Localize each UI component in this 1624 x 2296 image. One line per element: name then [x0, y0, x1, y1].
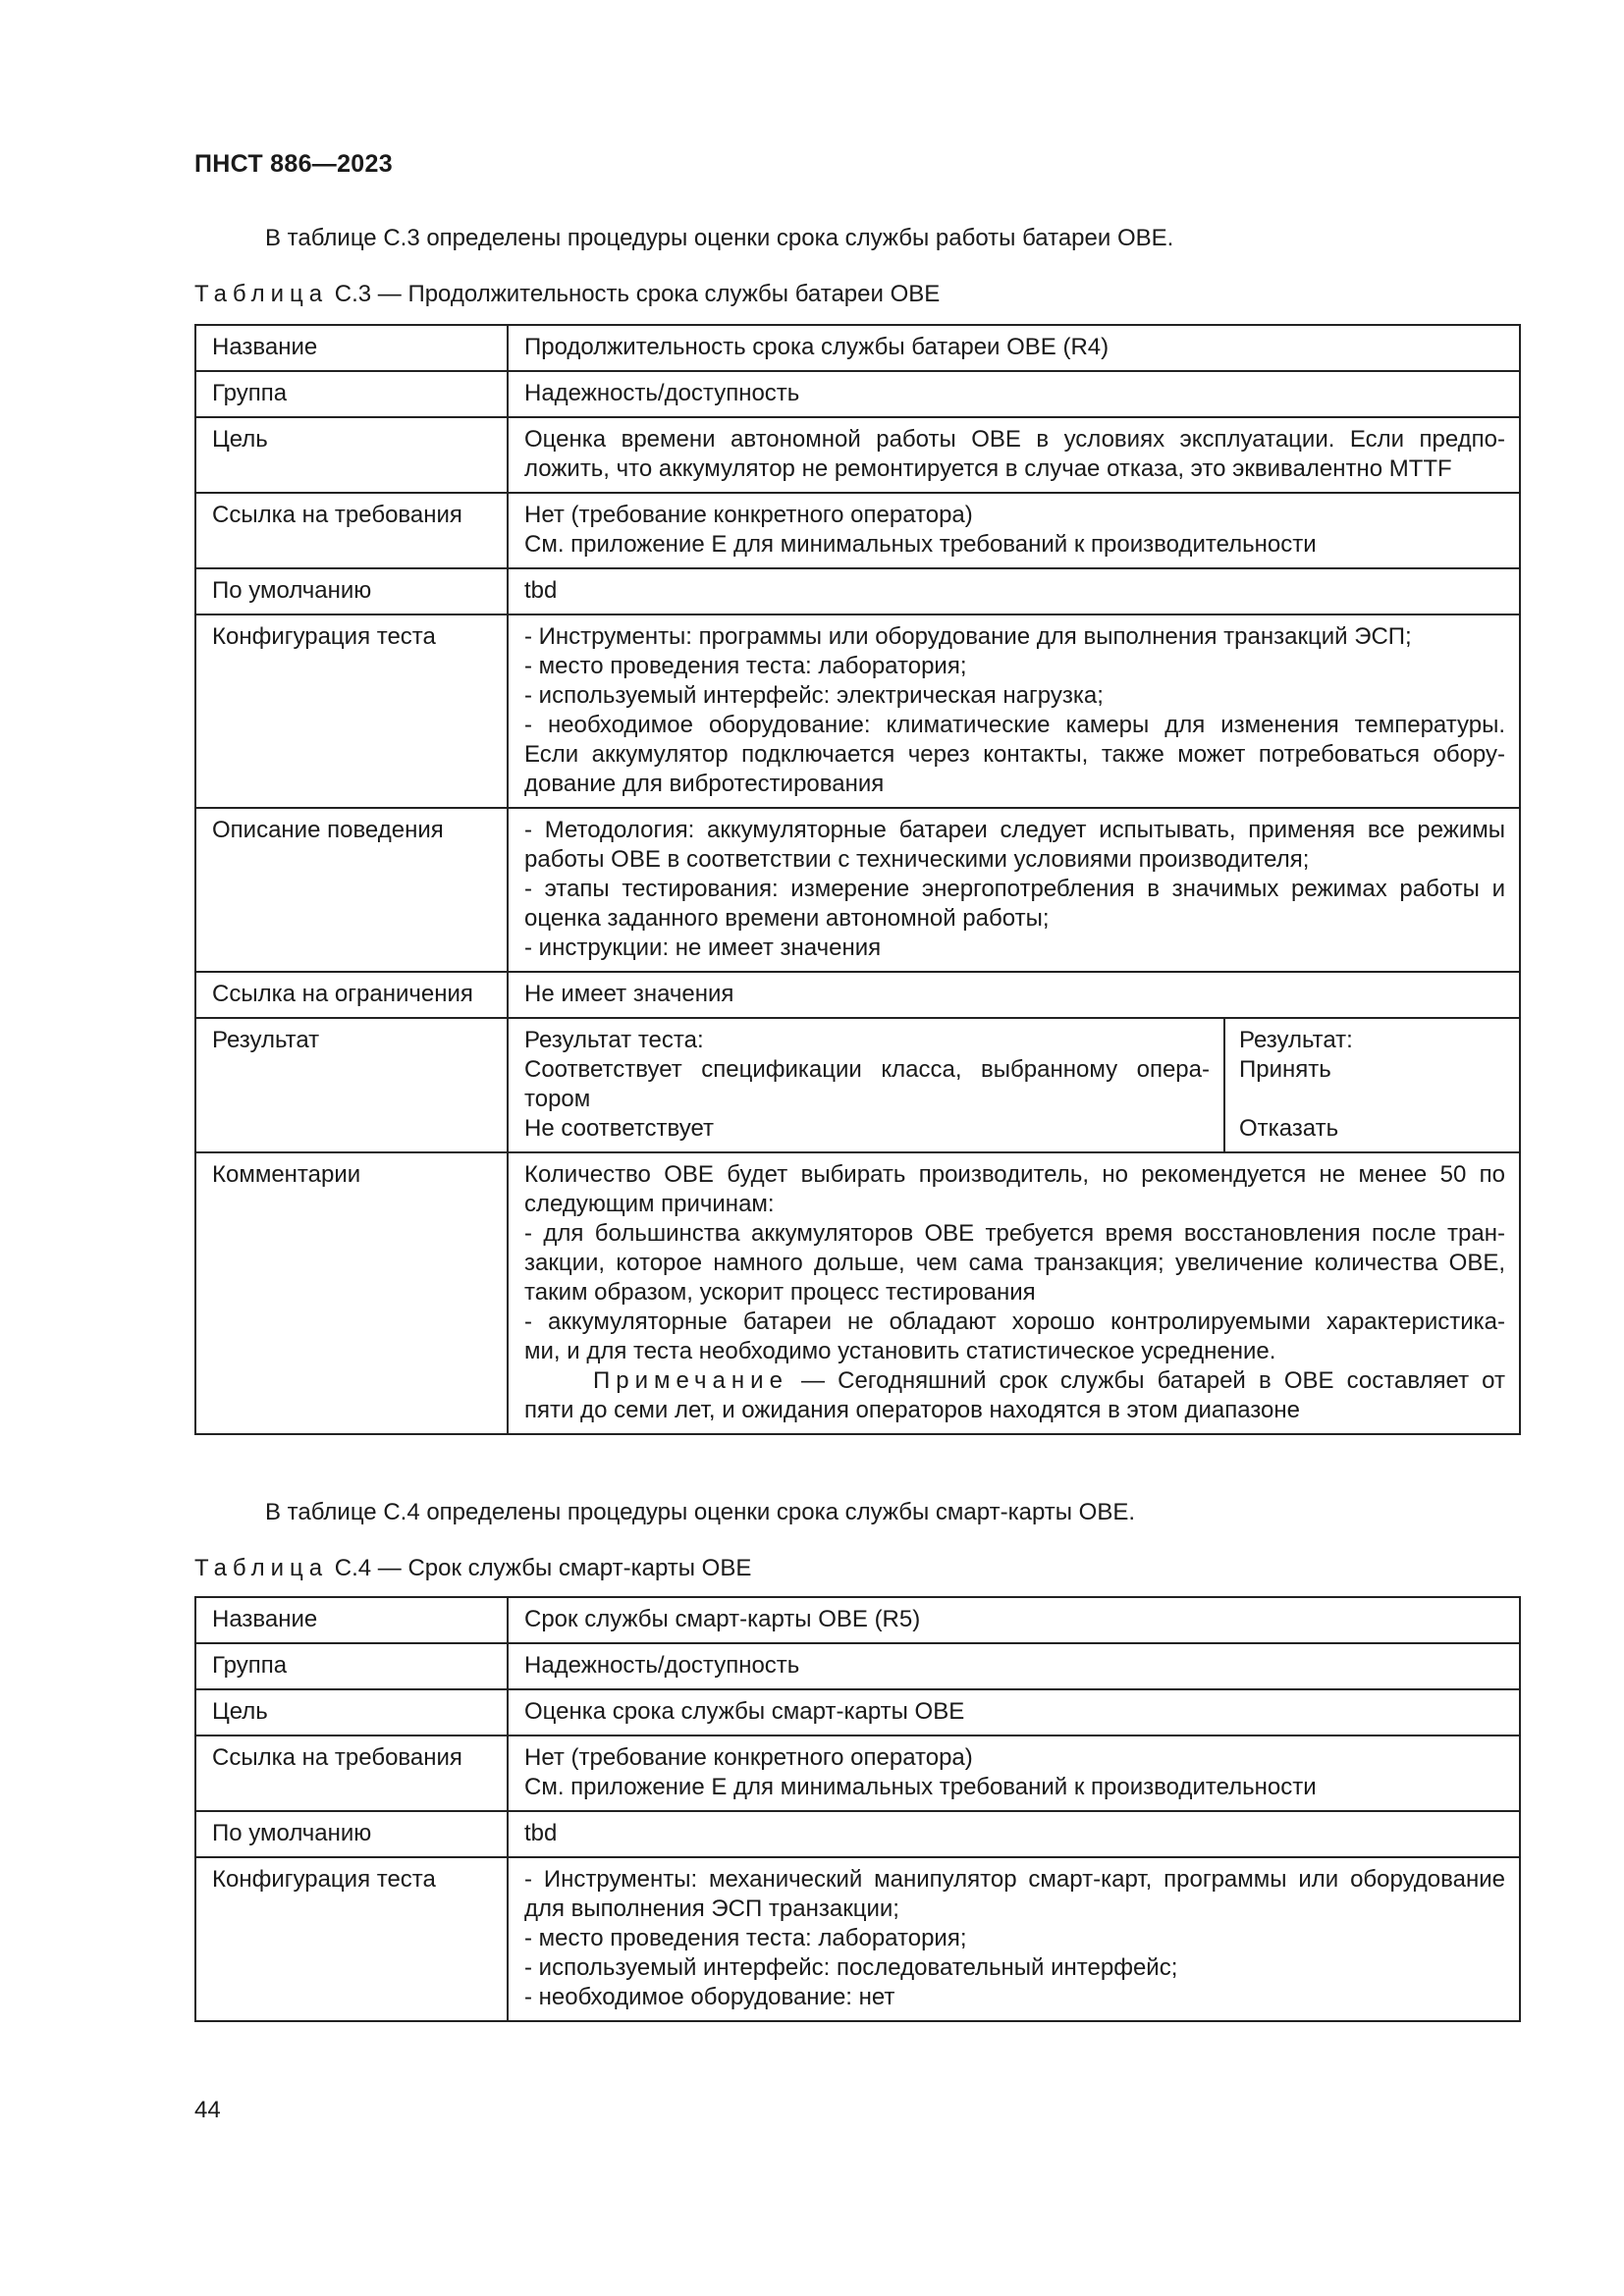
text-line: - Инструменты: механический манипулятор смарт-карт, программы или оборудование: [524, 1866, 1505, 1893]
text-line: - место проведения теста: лаборатория;: [524, 653, 967, 679]
table-row: [195, 1597, 1520, 1643]
row-label: Результат: [195, 1018, 508, 1152]
text-line: тором: [524, 1086, 591, 1112]
row-label: По умолчанию: [195, 568, 508, 614]
text-line: Количество OBE будет выбирать производитель, но рекомендуется не менее 50 по: [524, 1161, 1505, 1188]
row-value: [508, 1152, 1520, 1434]
text-line: работы OBE в соответствии с техническими условиями производителя;: [524, 846, 1310, 873]
text-line: пяти до семи лет, и ожидания операторов находятся в этом диапазоне: [524, 1397, 1300, 1423]
document-id: ПНСТ 886—2023: [194, 150, 393, 178]
caption-prefix: Таблица: [194, 281, 329, 307]
table-row: [195, 614, 1520, 808]
result-verdict-column: [1225, 1026, 1505, 1144]
row-value: [508, 808, 1520, 972]
row-value: tbd: [508, 568, 1520, 614]
row-label: Описание поведения: [195, 808, 508, 972]
caption-text: С.3 — Продолжительность срока службы батареи OBE: [328, 281, 941, 307]
row-value: [508, 1857, 1520, 2021]
table-row: [195, 417, 1520, 493]
text-line: Нет (требование конкретного оператора): [524, 1744, 973, 1771]
intro-paragraph-c4: В таблице С.4 определены процедуры оценки срока службы смарт-карты OBE.: [265, 1499, 1136, 1525]
text-line: Нет (требование конкретного оператора): [524, 502, 973, 528]
row-value: Продолжительность срока службы батареи OBE (R4): [508, 325, 1520, 371]
text-line: Соответствует спецификации класса, выбранному опера-: [524, 1056, 1210, 1083]
table-row: [195, 1735, 1520, 1811]
table-row: [195, 1811, 1520, 1857]
row-value: [508, 493, 1520, 568]
table-c4: [194, 1596, 1521, 2022]
text-line: закции, которое намного дольше, чем сама транзакция; увеличение количества OBE,: [524, 1250, 1505, 1276]
table-row: [195, 1018, 1520, 1152]
row-value: [508, 1018, 1520, 1152]
caption-prefix: Таблица: [194, 1555, 329, 1581]
row-label: Группа: [195, 1643, 508, 1689]
table-c4-caption: [194, 1554, 751, 1583]
text-line: - место проведения теста: лаборатория;: [524, 1925, 967, 1951]
intro-paragraph-c3: В таблице С.3 определены процедуры оценки срока службы работы батареи OBE.: [265, 225, 1174, 251]
text-line: ложить, что аккумулятор не ремонтируется в случае отказа, это эквивалентно MTTF: [524, 455, 1452, 482]
text-line: Отказать: [1239, 1115, 1339, 1142]
row-label: Конфигурация теста: [195, 614, 508, 808]
row-label: Ссылка на требования: [195, 1735, 508, 1811]
row-value: Срок службы смарт-карты OBE (R5): [508, 1597, 1520, 1643]
note-text: — Сегодняшний срок службы батарей в OBE составляет от: [787, 1367, 1505, 1394]
text-line: Не соответствует: [524, 1115, 715, 1142]
text-line: Результат теста:: [524, 1027, 704, 1053]
text-line: оценка заданного времени автономной работы;: [524, 905, 1050, 932]
text-line: См. приложение Е для минимальных требований к производительности: [524, 1774, 1317, 1800]
row-label: Конфигурация теста: [195, 1857, 508, 2021]
row-label: Ссылка на требования: [195, 493, 508, 568]
text-line: - необходимое оборудование: климатические камеры для изменения температуры.: [524, 712, 1505, 738]
text-line: - Инструменты: программы или оборудование для выполнения транзакций ЭСП;: [524, 623, 1412, 650]
row-label: Название: [195, 1597, 508, 1643]
row-label: Цель: [195, 417, 508, 493]
row-value: Не имеет значения: [508, 972, 1520, 1018]
text-line: дование для вибротестирования: [524, 771, 885, 797]
table-row: [195, 972, 1520, 1018]
row-value: Оценка срока службы смарт-карты OBE: [508, 1689, 1520, 1735]
text-line: Если аккумулятор подключается через контакты, также может потребоваться обору-: [524, 741, 1505, 768]
result-test-column: [524, 1019, 1225, 1151]
row-value: Надежность/доступность: [508, 371, 1520, 417]
text-line: для выполнения ЭСП транзакции;: [524, 1896, 899, 1922]
row-label: Название: [195, 325, 508, 371]
table-c3: [194, 324, 1521, 1435]
row-value: [508, 417, 1520, 493]
text-line: ми, и для теста необходимо установить статистическое усреднение.: [524, 1338, 1276, 1364]
text-line: См. приложение Е для минимальных требований к производительности: [524, 531, 1317, 558]
text-line: - Методология: аккумуляторные батареи следует испытывать, применяя все режимы: [524, 817, 1505, 843]
row-label: Комментарии: [195, 1152, 508, 1434]
table-row: [195, 1643, 1520, 1689]
text-line: таким образом, ускорит процесс тестирования: [524, 1279, 1036, 1306]
table-row: [195, 1152, 1520, 1434]
text-line: Результат:: [1239, 1027, 1353, 1053]
table-row: [195, 568, 1520, 614]
row-label: Цель: [195, 1689, 508, 1735]
page-number: 44: [194, 2097, 221, 2123]
text-line: - для большинства аккумуляторов OBE требуется время восстановления после тран-: [524, 1220, 1505, 1247]
text-line: - используемый интерфейс: электрическая нагрузка;: [524, 682, 1104, 709]
row-value: tbd: [508, 1811, 1520, 1857]
caption-text: С.4 — Срок службы смарт-карты OBE: [328, 1555, 752, 1581]
text-line: - этапы тестирования: измерение энергопотребления в значимых режимах работы и: [524, 876, 1505, 902]
text-line: следующим причинам:: [524, 1191, 775, 1217]
text-line: Оценка времени автономной работы OBE в условиях эксплуатации. Если предпо-: [524, 426, 1505, 453]
row-value: [508, 1735, 1520, 1811]
table-row: [195, 1857, 1520, 2021]
table-row: [195, 371, 1520, 417]
text-line: Принять: [1239, 1056, 1331, 1083]
note-line: [524, 1366, 1505, 1396]
table-row: [195, 493, 1520, 568]
table-row: [195, 325, 1520, 371]
text-line: - инструкции: не имеет значения: [524, 934, 882, 961]
note-label: Примечание: [593, 1367, 788, 1394]
text-line: - аккумуляторные батареи не обладают хорошо контролируемыми характеристика-: [524, 1308, 1505, 1335]
result-split: [524, 1026, 1505, 1144]
row-value: [508, 614, 1520, 808]
spacer-line: [1239, 1085, 1505, 1114]
row-label: По умолчанию: [195, 1811, 508, 1857]
row-value: Надежность/доступность: [508, 1643, 1520, 1689]
row-label: Группа: [195, 371, 508, 417]
row-label: Ссылка на ограничения: [195, 972, 508, 1018]
table-row: [195, 1689, 1520, 1735]
table-row: [195, 808, 1520, 972]
table-c3-caption: [194, 280, 940, 309]
text-line: - необходимое оборудование: нет: [524, 1984, 895, 2010]
text-line: - используемый интерфейс: последовательный интерфейс;: [524, 1954, 1178, 1981]
